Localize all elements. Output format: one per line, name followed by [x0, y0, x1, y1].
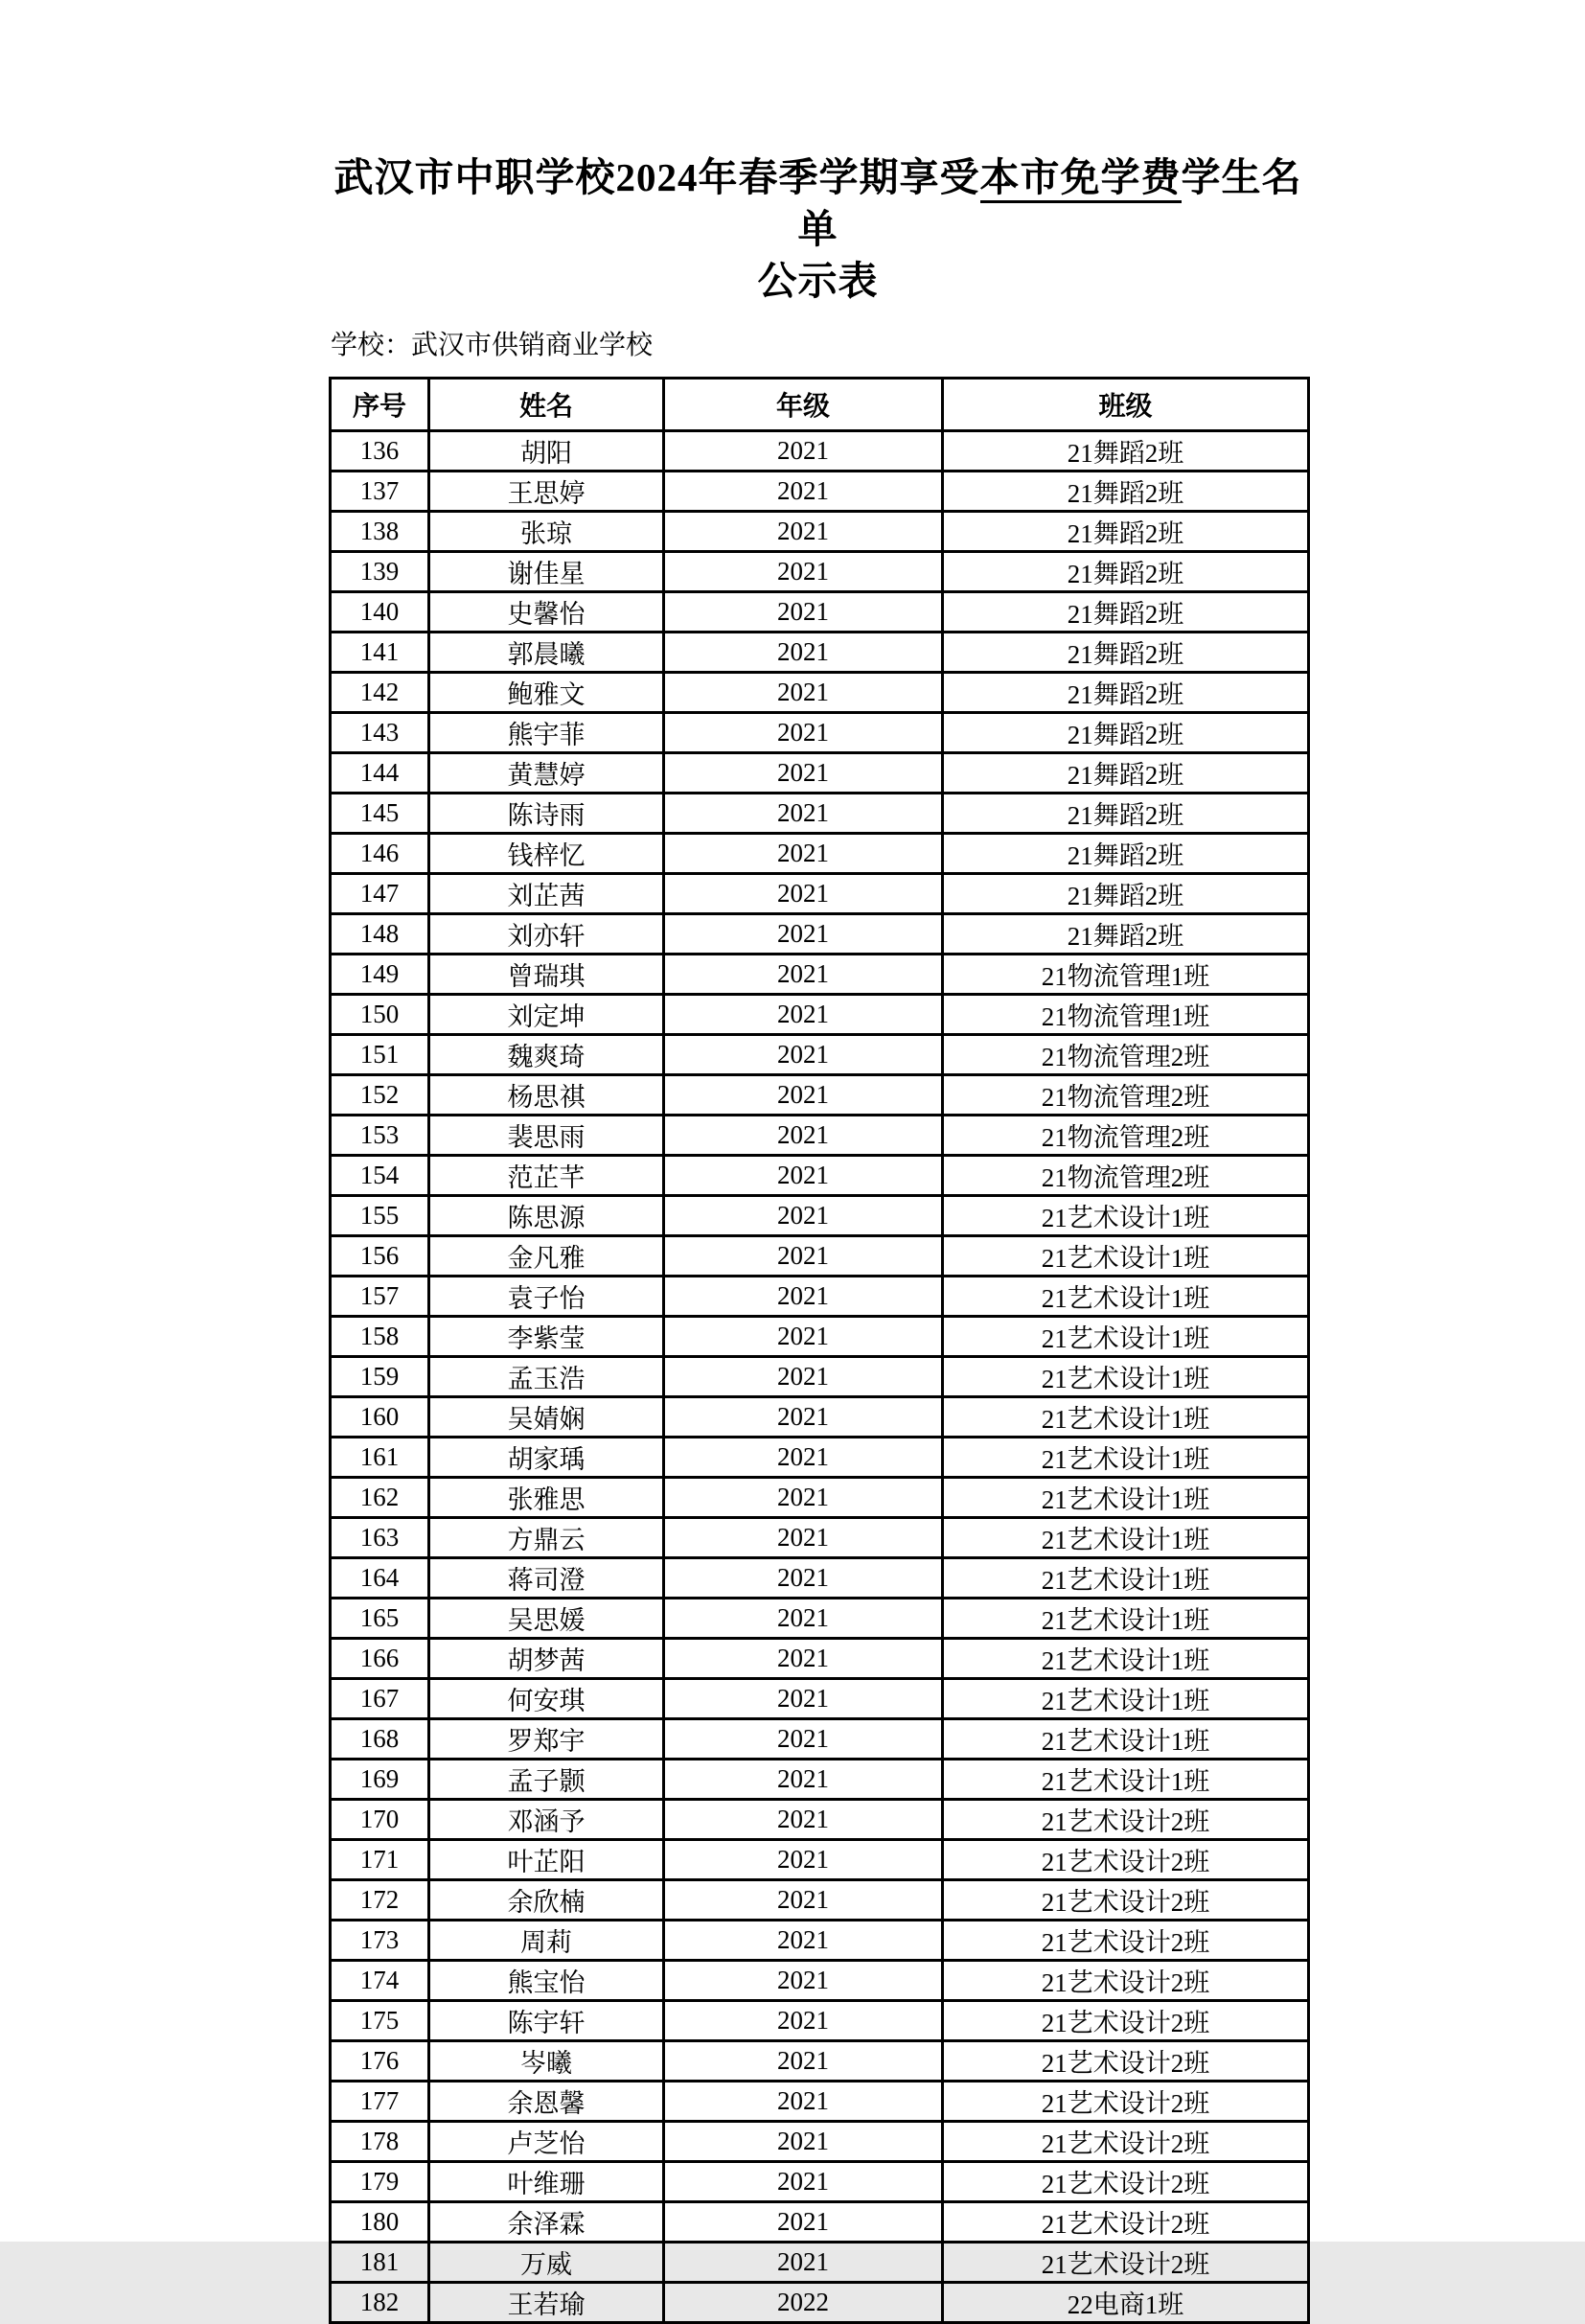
cell-no: 160 [331, 1397, 429, 1438]
cell-class: 21艺术设计2班 [943, 1880, 1309, 1921]
document-title [329, 0, 1307, 307]
cell-grade: 2021 [664, 955, 943, 995]
cell-class: 21舞蹈2班 [943, 794, 1309, 834]
cell-grade: 2021 [664, 633, 943, 673]
table-row [331, 1156, 1309, 1196]
cell-name: 邓涵予 [429, 1800, 664, 1840]
table-row [331, 995, 1309, 1035]
table-row [331, 633, 1309, 673]
cell-grade: 2021 [664, 995, 943, 1035]
col-header-grade: 年级 [664, 379, 943, 431]
cell-class: 21艺术设计2班 [943, 2202, 1309, 2243]
cell-class: 21舞蹈2班 [943, 713, 1309, 753]
cell-class: 21舞蹈2班 [943, 753, 1309, 794]
col-header-no: 序号 [331, 379, 429, 431]
cell-no: 150 [331, 995, 429, 1035]
cell-name: 吴思媛 [429, 1599, 664, 1639]
cell-no: 145 [331, 794, 429, 834]
cell-class: 21物流管理2班 [943, 1035, 1309, 1075]
cell-grade: 2021 [664, 431, 943, 472]
table-row [331, 431, 1309, 472]
cell-grade: 2021 [664, 1880, 943, 1921]
cell-no: 143 [331, 713, 429, 753]
cell-class: 21物流管理2班 [943, 1116, 1309, 1156]
cell-class: 21艺术设计1班 [943, 1518, 1309, 1558]
cell-name: 余恩馨 [429, 2082, 664, 2122]
cell-grade: 2021 [664, 1116, 943, 1156]
cell-no: 163 [331, 1518, 429, 1558]
table-row [331, 2162, 1309, 2202]
cell-grade: 2021 [664, 1035, 943, 1075]
cell-class: 21艺术设计1班 [943, 1760, 1309, 1800]
cell-class: 21舞蹈2班 [943, 552, 1309, 592]
cell-grade: 2021 [664, 1236, 943, 1277]
cell-class: 21舞蹈2班 [943, 633, 1309, 673]
cell-grade: 2021 [664, 1438, 943, 1478]
table-row [331, 1357, 1309, 1397]
cell-name: 鲍雅文 [429, 673, 664, 713]
cell-name: 金凡雅 [429, 1236, 664, 1277]
table-row [331, 1035, 1309, 1075]
cell-no: 176 [331, 2041, 429, 2082]
table-row [331, 472, 1309, 512]
cell-no: 154 [331, 1156, 429, 1196]
cell-no: 168 [331, 1719, 429, 1760]
cell-class: 21艺术设计1班 [943, 1679, 1309, 1719]
cell-grade: 2021 [664, 1397, 943, 1438]
cell-no: 170 [331, 1800, 429, 1840]
table-row [331, 1800, 1309, 1840]
cell-name: 张琼 [429, 512, 664, 552]
cell-grade: 2022 [664, 2283, 943, 2323]
cell-grade: 2021 [664, 2082, 943, 2122]
table-row [331, 673, 1309, 713]
cell-no: 180 [331, 2202, 429, 2243]
cell-no: 178 [331, 2122, 429, 2162]
students-table-header [331, 379, 1309, 431]
cell-grade: 2021 [664, 2162, 943, 2202]
cell-grade: 2021 [664, 874, 943, 914]
cell-class: 21舞蹈2班 [943, 431, 1309, 472]
cell-name: 卢芝怡 [429, 2122, 664, 2162]
cell-name: 胡阳 [429, 431, 664, 472]
cell-class: 21艺术设计1班 [943, 1719, 1309, 1760]
table-row [331, 1518, 1309, 1558]
cell-class: 21舞蹈2班 [943, 472, 1309, 512]
cell-grade: 2021 [664, 1156, 943, 1196]
cell-grade: 2021 [664, 794, 943, 834]
table-row [331, 1679, 1309, 1719]
cell-no: 179 [331, 2162, 429, 2202]
school-label: 学校：武汉市供销商业学校 [331, 331, 654, 360]
cell-class: 21艺术设计1班 [943, 1639, 1309, 1679]
table-row [331, 1558, 1309, 1599]
cell-name: 王思婷 [429, 472, 664, 512]
table-row [331, 1478, 1309, 1518]
cell-name: 陈宇轩 [429, 2001, 664, 2041]
cell-no: 171 [331, 1840, 429, 1880]
table-row [331, 2122, 1309, 2162]
cell-no: 139 [331, 552, 429, 592]
cell-name: 刘定坤 [429, 995, 664, 1035]
cell-class: 22电商1班 [943, 2283, 1309, 2323]
cell-grade: 2021 [664, 834, 943, 874]
table-row [331, 512, 1309, 552]
cell-grade: 2021 [664, 592, 943, 633]
cell-no: 159 [331, 1357, 429, 1397]
table-row [331, 834, 1309, 874]
table-row [331, 1116, 1309, 1156]
cell-name: 叶芷阳 [429, 1840, 664, 1880]
cell-grade: 2021 [664, 1518, 943, 1558]
table-row [331, 1317, 1309, 1357]
cell-no: 151 [331, 1035, 429, 1075]
cell-no: 153 [331, 1116, 429, 1156]
title-line1 [334, 155, 1302, 251]
cell-no: 152 [331, 1075, 429, 1116]
cell-no: 158 [331, 1317, 429, 1357]
cell-class: 21艺术设计2班 [943, 2001, 1309, 2041]
cell-name: 何安琪 [429, 1679, 664, 1719]
cell-grade: 2021 [664, 1840, 943, 1880]
cell-name: 李紫莹 [429, 1317, 664, 1357]
cell-no: 140 [331, 592, 429, 633]
cell-no: 155 [331, 1196, 429, 1236]
cell-name: 黄慧婷 [429, 753, 664, 794]
table-row [331, 1760, 1309, 1800]
cell-grade: 2021 [664, 1357, 943, 1397]
cell-class: 21物流管理1班 [943, 955, 1309, 995]
cell-no: 181 [331, 2243, 429, 2283]
cell-no: 157 [331, 1277, 429, 1317]
table-row [331, 552, 1309, 592]
cell-grade: 2021 [664, 1800, 943, 1840]
cell-no: 146 [331, 834, 429, 874]
cell-class: 21舞蹈2班 [943, 512, 1309, 552]
cell-name: 胡家瑀 [429, 1438, 664, 1478]
cell-class: 21艺术设计2班 [943, 1800, 1309, 1840]
cell-name: 谢佳星 [429, 552, 664, 592]
table-row [331, 955, 1309, 995]
cell-name: 魏爽琦 [429, 1035, 664, 1075]
cell-no: 148 [331, 914, 429, 955]
header-row [331, 379, 1309, 431]
students-table [329, 377, 1310, 2324]
cell-name: 方鼎云 [429, 1518, 664, 1558]
cell-no: 167 [331, 1679, 429, 1719]
cell-class: 21艺术设计2班 [943, 1840, 1309, 1880]
table-row [331, 1840, 1309, 1880]
cell-grade: 2021 [664, 2041, 943, 2082]
table-row [331, 2283, 1309, 2323]
table-row [331, 1196, 1309, 1236]
title-line2: 公示表 [757, 259, 879, 303]
cell-class: 21艺术设计1班 [943, 1357, 1309, 1397]
cell-name: 王若瑜 [429, 2283, 664, 2323]
cell-no: 161 [331, 1438, 429, 1478]
cell-class: 21舞蹈2班 [943, 592, 1309, 633]
cell-no: 147 [331, 874, 429, 914]
cell-no: 169 [331, 1760, 429, 1800]
cell-name: 罗郑宇 [429, 1719, 664, 1760]
table-row [331, 1397, 1309, 1438]
cell-no: 173 [331, 1921, 429, 1961]
cell-no: 144 [331, 753, 429, 794]
cell-name: 杨思祺 [429, 1075, 664, 1116]
cell-no: 138 [331, 512, 429, 552]
cell-no: 142 [331, 673, 429, 713]
cell-name: 范芷芊 [429, 1156, 664, 1196]
cell-grade: 2021 [664, 1317, 943, 1357]
cell-grade: 2021 [664, 2001, 943, 2041]
cell-class: 21物流管理2班 [943, 1075, 1309, 1116]
cell-name: 孟玉浩 [429, 1357, 664, 1397]
cell-grade: 2021 [664, 552, 943, 592]
cell-class: 21艺术设计2班 [943, 1921, 1309, 1961]
table-row [331, 2082, 1309, 2122]
cell-no: 137 [331, 472, 429, 512]
title-segment-underlined: 本市免学费 [980, 155, 1182, 203]
table-row [331, 1277, 1309, 1317]
cell-class: 21艺术设计2班 [943, 2041, 1309, 2082]
cell-name: 叶维珊 [429, 2162, 664, 2202]
cell-name: 岑曦 [429, 2041, 664, 2082]
table-row [331, 1880, 1309, 1921]
cell-name: 袁子怡 [429, 1277, 664, 1317]
table-row [331, 713, 1309, 753]
cell-class: 21艺术设计1班 [943, 1558, 1309, 1599]
cell-class: 21艺术设计1班 [943, 1277, 1309, 1317]
table-row [331, 1719, 1309, 1760]
cell-grade: 2021 [664, 2122, 943, 2162]
cell-name: 钱梓忆 [429, 834, 664, 874]
cell-grade: 2021 [664, 1075, 943, 1116]
cell-class: 21艺术设计2班 [943, 2162, 1309, 2202]
cell-name: 陈思源 [429, 1196, 664, 1236]
cell-no: 162 [331, 1478, 429, 1518]
cell-name: 曾瑞琪 [429, 955, 664, 995]
cell-grade: 2021 [664, 914, 943, 955]
cell-name: 熊宝怡 [429, 1961, 664, 2001]
cell-name: 史馨怡 [429, 592, 664, 633]
table-row [331, 914, 1309, 955]
cell-grade: 2021 [664, 1558, 943, 1599]
cell-no: 172 [331, 1880, 429, 1921]
table-row [331, 1075, 1309, 1116]
cell-name: 熊宇菲 [429, 713, 664, 753]
cell-grade: 2021 [664, 1599, 943, 1639]
cell-class: 21舞蹈2班 [943, 673, 1309, 713]
table-row [331, 2202, 1309, 2243]
cell-grade: 2021 [664, 1961, 943, 2001]
cell-no: 174 [331, 1961, 429, 2001]
cell-name: 吴婧娴 [429, 1397, 664, 1438]
table-row [331, 1599, 1309, 1639]
cell-name: 刘亦轩 [429, 914, 664, 955]
cell-no: 149 [331, 955, 429, 995]
cell-name: 陈诗雨 [429, 794, 664, 834]
cell-no: 156 [331, 1236, 429, 1277]
cell-class: 21艺术设计2班 [943, 1961, 1309, 2001]
cell-class: 21艺术设计1班 [943, 1438, 1309, 1478]
cell-class: 21物流管理1班 [943, 995, 1309, 1035]
cell-no: 182 [331, 2283, 429, 2323]
cell-grade: 2021 [664, 753, 943, 794]
table-row [331, 1639, 1309, 1679]
cell-grade: 2021 [664, 1760, 943, 1800]
cell-class: 21艺术设计1班 [943, 1317, 1309, 1357]
cell-no: 165 [331, 1599, 429, 1639]
cell-class: 21艺术设计2班 [943, 2082, 1309, 2122]
cell-grade: 2021 [664, 713, 943, 753]
cell-class: 21舞蹈2班 [943, 914, 1309, 955]
cell-class: 21物流管理2班 [943, 1156, 1309, 1196]
col-header-name: 姓名 [429, 379, 664, 431]
cell-name: 刘芷茜 [429, 874, 664, 914]
cell-class: 21艺术设计1班 [943, 1196, 1309, 1236]
cell-class: 21艺术设计1班 [943, 1236, 1309, 1277]
cell-name: 万威 [429, 2243, 664, 2283]
table-row [331, 794, 1309, 834]
table-row [331, 592, 1309, 633]
table-row [331, 753, 1309, 794]
cell-grade: 2021 [664, 673, 943, 713]
cell-class: 21艺术设计1班 [943, 1397, 1309, 1438]
table-row [331, 1438, 1309, 1478]
cell-name: 张雅思 [429, 1478, 664, 1518]
cell-grade: 2021 [664, 1196, 943, 1236]
cell-class: 21艺术设计1班 [943, 1478, 1309, 1518]
col-header-class: 班级 [943, 379, 1309, 431]
cell-name: 余泽霖 [429, 2202, 664, 2243]
students-table-body [331, 431, 1309, 2323]
title-segment-pre: 武汉市中职学校2024年春季学期享受 [333, 155, 980, 199]
cell-name: 余欣楠 [429, 1880, 664, 1921]
table-row [331, 2243, 1309, 2283]
cell-name: 裴思雨 [429, 1116, 664, 1156]
cell-grade: 2021 [664, 2202, 943, 2243]
cell-class: 21艺术设计2班 [943, 2122, 1309, 2162]
cell-name: 孟子颢 [429, 1760, 664, 1800]
cell-grade: 2021 [664, 1679, 943, 1719]
cell-grade: 2021 [664, 1921, 943, 1961]
cell-name: 蒋司澄 [429, 1558, 664, 1599]
cell-class: 21舞蹈2班 [943, 874, 1309, 914]
cell-no: 141 [331, 633, 429, 673]
cell-no: 136 [331, 431, 429, 472]
cell-class: 21艺术设计1班 [943, 1599, 1309, 1639]
cell-no: 175 [331, 2001, 429, 2041]
table-row [331, 1921, 1309, 1961]
title-segment-post: 学生名单 [797, 155, 1302, 251]
cell-grade: 2021 [664, 2243, 943, 2283]
cell-class: 21艺术设计2班 [943, 2243, 1309, 2283]
cell-no: 164 [331, 1558, 429, 1599]
cell-no: 177 [331, 2082, 429, 2122]
cell-grade: 2021 [664, 1277, 943, 1317]
table-row [331, 2041, 1309, 2082]
cell-grade: 2021 [664, 472, 943, 512]
table-row [331, 2001, 1309, 2041]
document-content [329, 0, 1307, 2324]
cell-grade: 2021 [664, 1719, 943, 1760]
table-row [331, 1236, 1309, 1277]
cell-grade: 2021 [664, 1478, 943, 1518]
table-row [331, 1961, 1309, 2001]
cell-name: 郭晨曦 [429, 633, 664, 673]
cell-name: 胡梦茜 [429, 1639, 664, 1679]
cell-name: 周莉 [429, 1921, 664, 1961]
cell-grade: 2021 [664, 512, 943, 552]
table-row [331, 874, 1309, 914]
cell-grade: 2021 [664, 1639, 943, 1679]
cell-class: 21舞蹈2班 [943, 834, 1309, 874]
cell-no: 166 [331, 1639, 429, 1679]
